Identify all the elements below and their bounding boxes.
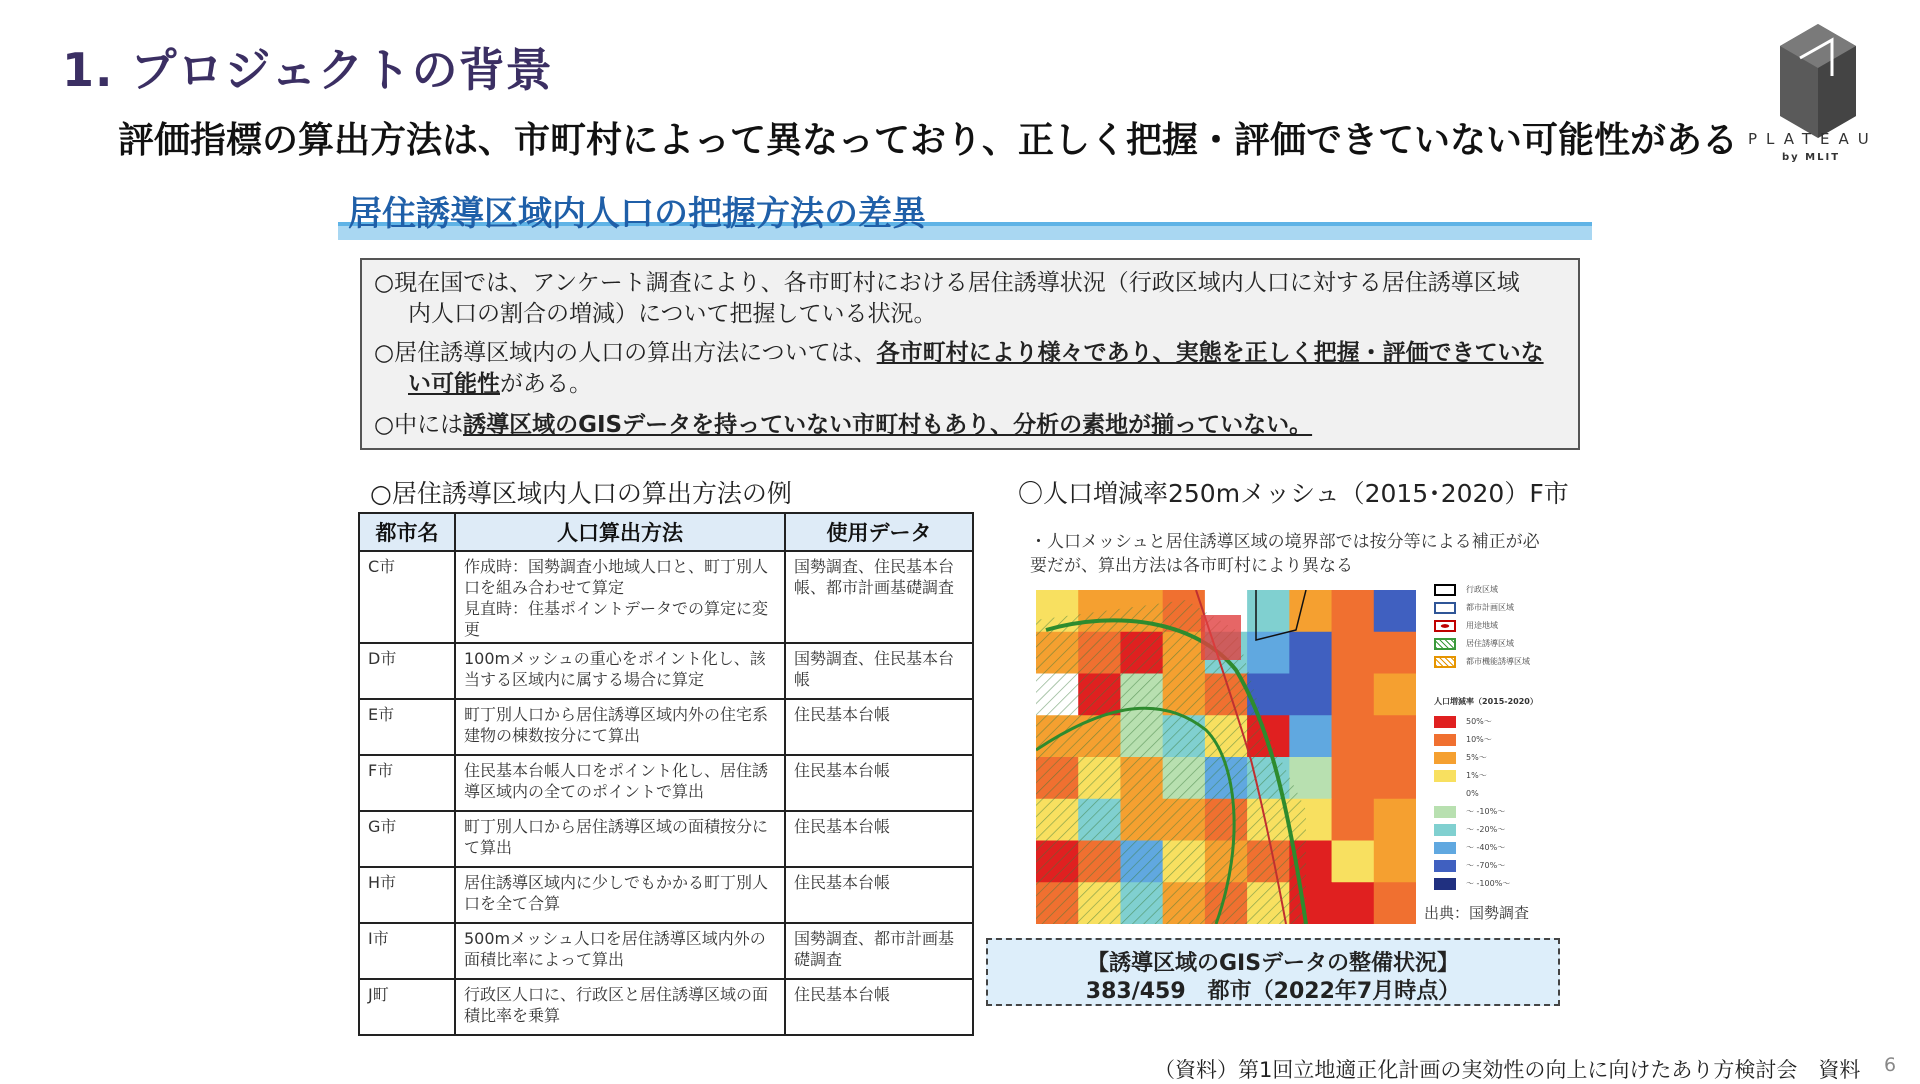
legend-swatch (1434, 602, 1456, 614)
logo-wordmark: PLATEAU (1748, 130, 1878, 148)
table-row (359, 811, 973, 867)
mesh-cell (1332, 757, 1375, 799)
note-calculation-methods (374, 338, 1564, 400)
mesh-cell (1289, 632, 1332, 674)
method-cell: 500mメッシュ人口を居住誘導区域内外の面積比率によって算出 (455, 923, 785, 979)
city-cell: I市 (359, 923, 455, 979)
mesh-cell (1332, 632, 1375, 674)
legend-label: ～ -10%～ (1466, 807, 1506, 816)
legend-label: 1%～ (1466, 771, 1487, 780)
legend-label: ～ -40%～ (1466, 843, 1506, 852)
mesh-heading: 〇人口増減率250mメッシュ（2015･2020）F市 (1018, 479, 1569, 508)
legend-swatch (1434, 842, 1456, 854)
column-header-method: 人口算出方法 (455, 513, 785, 551)
mesh-cell (1374, 632, 1416, 674)
legend-label: 50%～ (1466, 717, 1492, 726)
mesh-cell (1332, 715, 1375, 757)
legend-label: ～ -100%～ (1466, 879, 1511, 888)
mesh-cell (1247, 590, 1290, 632)
gis-status-title: 【誘導区域のGISデータの整備状況】 (1086, 951, 1460, 976)
mesh-cell (1332, 799, 1375, 841)
data-cell: 住民基本台帳 (785, 699, 973, 755)
map-source: 出典：国勢調査 (1424, 904, 1530, 922)
legend-label: 居住誘導区域 (1466, 639, 1514, 648)
note2-emphasis-1: 各市町村により様々であり、実態を正しく把握・評価できていな (876, 340, 1544, 366)
note2-prefix: ○居住誘導区域内の人口の算出方法については、 (374, 340, 877, 366)
table-row (359, 867, 973, 923)
notes-box (360, 258, 1580, 450)
examples-heading: ○居住誘導区域内人口の算出方法の例 (370, 479, 792, 508)
data-cell: 住民基本台帳 (785, 755, 973, 811)
legend-rate-title: 人口増減率（2015-2020） (1434, 697, 1538, 706)
table-header-row (359, 513, 973, 551)
map-note: ・人口メッシュと居住誘導区域の境界部では按分等による補正が必要だが、算出方法は各市町村により異なる (1030, 532, 1540, 576)
mesh-cell (1374, 590, 1416, 632)
legend-label: 0% (1466, 789, 1479, 798)
note2-emphasis-2: い可能性 (408, 371, 500, 397)
method-table (358, 512, 974, 1036)
legend-label: 都市計画区域 (1466, 603, 1514, 612)
city-cell: J町 (359, 979, 455, 1035)
data-cell: 国勢調査、住民基本台帳 (785, 643, 973, 699)
column-header-data: 使用データ (785, 513, 973, 551)
mesh-cell (1374, 674, 1416, 716)
mesh-cell (1374, 799, 1416, 841)
method-cell: 100mメッシュの重心をポイント化し、該当する区域内に属する場合に算定 (455, 643, 785, 699)
city-cell: D市 (359, 643, 455, 699)
column-header-city: 都市名 (359, 513, 455, 551)
legend-swatch (1434, 806, 1456, 818)
mesh-cell (1332, 841, 1375, 883)
mesh-cell (1332, 882, 1375, 924)
section-title: 居住誘導区域内人口の把握方法の差異 (348, 194, 926, 234)
legend-swatch (1434, 656, 1456, 668)
data-cell: 住民基本台帳 (785, 979, 973, 1035)
legend-swatch (1434, 770, 1456, 782)
legend-swatch (1434, 638, 1456, 650)
legend-swatch (1434, 878, 1456, 890)
legend-label: 都市機能誘導区域 (1466, 657, 1530, 666)
legend-label: 10%～ (1466, 735, 1492, 744)
legend-label: ～ -20%～ (1466, 825, 1506, 834)
note-gis-data (374, 410, 1564, 441)
table-row (359, 643, 973, 699)
note-current-survey (374, 268, 1564, 330)
mesh-cell (1247, 632, 1290, 674)
note1-line2: 内人口の割合の増減）について把握している状況。 (408, 301, 937, 327)
table-row (359, 551, 973, 643)
data-cell: 国勢調査、住民基本台帳、都市計画基礎調査 (785, 551, 973, 643)
city-cell: E市 (359, 699, 455, 755)
city-cell: F市 (359, 755, 455, 811)
legend-label: 用途地域 (1466, 621, 1498, 630)
table-row (359, 755, 973, 811)
data-cell: 国勢調査、都市計画基礎調査 (785, 923, 973, 979)
method-cell: 作成時：国勢調査小地域人口と、町丁別人口を組み合わせて算定 見直時：住基ポイントデータでの算定に変更 (455, 551, 785, 643)
note1-line1: ○現在国では、アンケート調査により、各市町村における居住誘導状況（行政区域内人口に対する居住誘導区域 (374, 270, 1520, 296)
mesh-cell (1374, 841, 1416, 883)
mesh-cell (1374, 882, 1416, 924)
mesh-cell (1289, 674, 1332, 716)
legend-swatch (1434, 860, 1456, 872)
table-row (359, 979, 973, 1035)
mesh-cell (1332, 674, 1375, 716)
note2-suffix: がある。 (500, 371, 592, 397)
mesh-cell (1374, 715, 1416, 757)
note3-prefix: ○中には (374, 412, 464, 438)
population-mesh-map (1036, 590, 1416, 924)
table-row (359, 923, 973, 979)
data-cell: 住民基本台帳 (785, 867, 973, 923)
legend-swatch (1434, 620, 1456, 632)
method-cell: 住民基本台帳人口をポイント化し、居住誘導区域内の全てのポイントで算出 (455, 755, 785, 811)
data-cell: 住民基本台帳 (785, 811, 973, 867)
table-row (359, 699, 973, 755)
page-subtitle: 評価指標の算出方法は、市町村によって異なっており、正しく把握・評価できていない可能性がある (118, 120, 1739, 161)
legend-swatch (1434, 788, 1456, 800)
method-cell: 町丁別人口から居住誘導区域の面積按分にて算出 (455, 811, 785, 867)
mesh-cell (1289, 715, 1332, 757)
mesh-cell (1332, 590, 1375, 632)
urban-function-area (1201, 615, 1241, 660)
gis-status-value: 383/459 都市（2022年7月時点） (1085, 979, 1461, 1004)
method-cell: 居住誘導区域内に少しでもかかる町丁別人口を全て合算 (455, 867, 785, 923)
legend-swatch (1434, 824, 1456, 836)
method-cell: 行政区人口に、行政区と居住誘導区域の面積比率を乗算 (455, 979, 785, 1035)
logo-byline: by MLIT (1782, 152, 1841, 163)
gis-status-box (986, 938, 1560, 1006)
page-title: 1. プロジェクトの背景 (62, 43, 553, 97)
mesh-cell (1374, 757, 1416, 799)
mesh-cell (1289, 590, 1332, 632)
footer-source: （資料）第1回立地適正化計画の実効性の向上に向けたあり方検討会 資料 (1154, 1058, 1861, 1082)
legend-swatch (1434, 734, 1456, 746)
city-cell: G市 (359, 811, 455, 867)
legend-swatch (1434, 716, 1456, 728)
legend-swatch (1434, 752, 1456, 764)
legend-label: 行政区域 (1466, 585, 1498, 594)
legend-swatch (1434, 584, 1456, 596)
method-cell: 町丁別人口から居住誘導区域内外の住宅系建物の棟数按分にて算出 (455, 699, 785, 755)
legend-label: ～ -70%～ (1466, 861, 1506, 870)
note3-emphasis: 誘導区域のGISデータを持っていない市町村もあり、分析の素地が揃っていない。 (463, 412, 1313, 438)
city-cell: H市 (359, 867, 455, 923)
page-number: 6 (1884, 1054, 1897, 1076)
legend-label: 5%～ (1466, 753, 1487, 762)
city-cell: C市 (359, 551, 455, 643)
